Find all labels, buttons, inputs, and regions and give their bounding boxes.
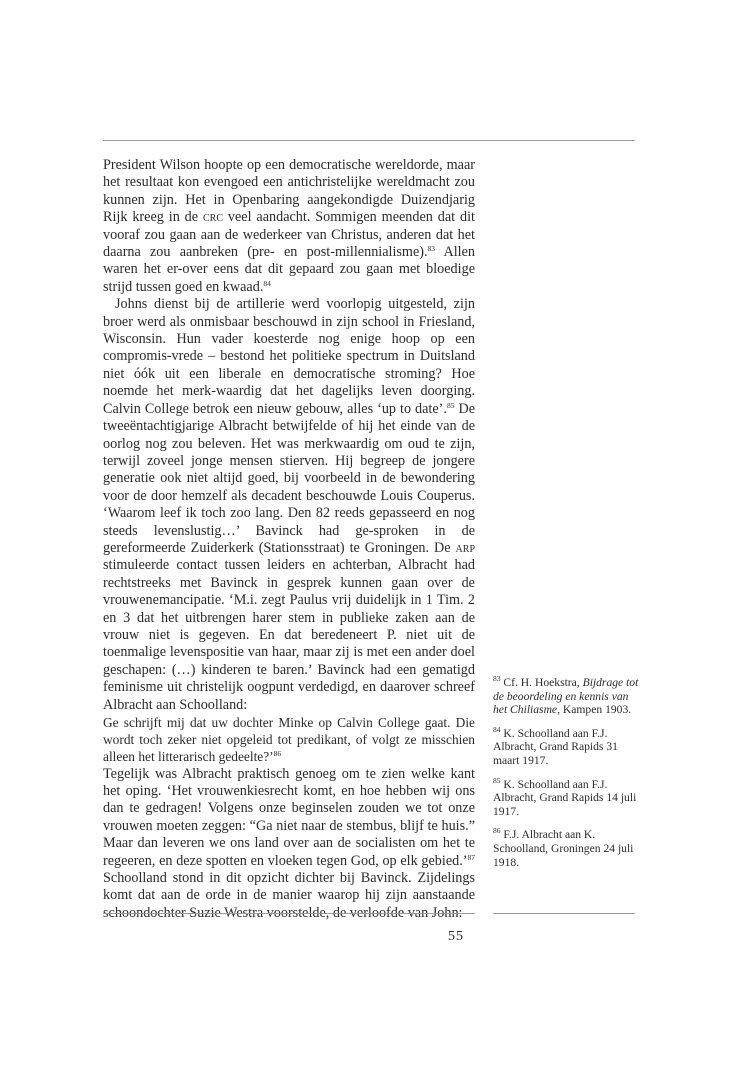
- paragraph-1-text-c: Allen waren het er-over eens dat dit gepaard zou gaan met bloedige strijd tussen goed en kwaad.: [103, 244, 475, 295]
- paragraph-2-text-a: Johns dienst bij de artillerie werd voorlopig uitgesteld, zijn broer werd als onmisbaar beschouwd in zijn school in Friesland, Wisconsin. Hun vader koesterde nog enige hoop op een compromis-vrede – bestond het politieke spectrum in Duitsland niet óók uit een liberale en democratische stroming? Hoe noemde het merk-waardig dat het dagelijks leven doorging. Calvin College betrok een nieuw gebouw, alles ‘up to date’.: [103, 296, 475, 417]
- paragraph-3: [103, 766, 475, 923]
- footnotes-column: [493, 676, 643, 879]
- footnote-text: F.J. Albracht aan K. Schoolland, Groningen 24 juli 1918.: [493, 828, 634, 869]
- footnote-ref-84[interactable]: 84: [263, 278, 271, 288]
- footnote-number: 84: [493, 724, 501, 734]
- paragraph-3-text-b: Schoolland stond in dit opzicht dichter bij Bavinck. Zijdelings komt dat aan de orde in de manier waarop hij zijn aanstaande schoondochter Suzie Westra voorstelde, de verloofde van John:: [103, 870, 475, 921]
- footnote-85: [493, 775, 643, 819]
- top-rule: [103, 140, 635, 141]
- paragraph-1-text-b: veel aandacht. Sommigen meenden dat dit vooraf zou gaan aan de wederkeer van Christus, anderen dat het daarna zou aanbreken (pre- en post-millennialisme).: [103, 209, 475, 261]
- paragraph-2-text-c: stimuleerde contact tussen leiders en achterban, Albracht had rechtstreeks met Bavinck in gesprek kunnen gaan over de vrouwenemancipatie. ‘M.i. zegt Paulus vrij duidelijk in 1 Tim. 2 en 3 dat het uitbrengen harer stem in publieke zaken aan de vrouw niet is gegeven. En dat beredeneert P. niet uit de toenmalige levenspositie van haar, maar zij is met een ander doel geschapen: (…) kinderen te baren.’ Bavinck had een gematigd feminisme uit christelijk oogpunt verdedigd, en daarover schreef Albracht aan Schoolland:: [103, 557, 475, 713]
- paragraph-2: [103, 296, 475, 714]
- footnote-text: Cf. H. Hoekstra,: [500, 676, 583, 689]
- page-number: 55: [448, 929, 464, 944]
- footnote-text: K. Schoolland aan F.J. Albracht, Grand Rapids 14 juli 1917.: [493, 777, 637, 818]
- block-quote-text: Ge schrijft mij dat uw dochter Minke op Calvin College gaat. Die wordt toch zeker niet opgeleid tot predikant, of volgt ze misschien alleen het litterarisch gedeelte?’: [103, 715, 475, 765]
- footnote-text-end: , Kampen 1903.: [557, 703, 632, 717]
- paragraph-1: [103, 157, 475, 296]
- footnote-ref-83[interactable]: 83: [427, 244, 436, 254]
- paragraph-1-text-a: President Wilson hoopte op een democratische wereldorde, maar het resultaat kon evengoed een antichristelijke wereldmacht zou kunnen zijn. Het in Openbaring aangekondigde Duizendjarig Rijk kreeg in de: [103, 157, 475, 226]
- crc-abbreviation: crc: [202, 209, 223, 226]
- main-text-column: [103, 157, 475, 922]
- paragraph-3-text-a: Tegelijk was Albracht praktisch genoeg om te zien welke kant het oping. ‘Het vrouwenkiesrecht komt, en hoe hebben wij ons dan te gedragen! Volgens onze beginselen zouden we tot onze vrouwen moeten zeggen: “Ga niet naar de stembus, blijf te huis.” Maar dan leveren we ons land over aan de socialisten om het te regeeren, en deze spotten en vloeken tegen God, op elk gebied.’: [103, 765, 475, 869]
- footnote-ref-87[interactable]: 87: [467, 852, 475, 862]
- footnote-title: Bijdrage tot de beoordeling en kennis van het Chiliasme: [493, 676, 639, 717]
- bottom-rule-notes: [493, 913, 635, 914]
- paragraph-2-text-b: De tweeëntachtigjarige Albracht betwijfelde of hij het einde van de oorlog nog zou beleven. Het was merkwaardig om oud te zijn, terwijl zoveel jonge mensen stierven. Hij begreep de jongere generatie ook niet altijd goed, bij voorbeeld in de bewondering voor de door hemzelf als decadent beschouwde Louis Couperus. ‘Waarom leef ik toch zoo lang. Den 82 reeds gepasseerd en nog steeds levenslustig…’ Bavinck had ge-sproken in de gereformeerde Zuiderkerk (Stationsstraat) te Groningen. De: [103, 400, 475, 556]
- arp-abbreviation: arp: [455, 539, 475, 556]
- footnote-number: 85: [493, 775, 501, 785]
- bottom-rule-main: [103, 913, 475, 914]
- block-quote: [103, 714, 475, 766]
- footnote-text: K. Schoolland aan F.J. Albracht, Grand Rapids 31 maart 1917.: [493, 726, 618, 767]
- footnote-86: [493, 828, 643, 869]
- footnote-83: [493, 676, 643, 717]
- footnote-ref-85[interactable]: 85: [446, 400, 455, 410]
- footnote-ref-86[interactable]: 86: [273, 749, 282, 759]
- footnote-number: 86: [493, 826, 501, 836]
- footnote-84: [493, 724, 643, 768]
- footnote-number: 83: [493, 674, 501, 683]
